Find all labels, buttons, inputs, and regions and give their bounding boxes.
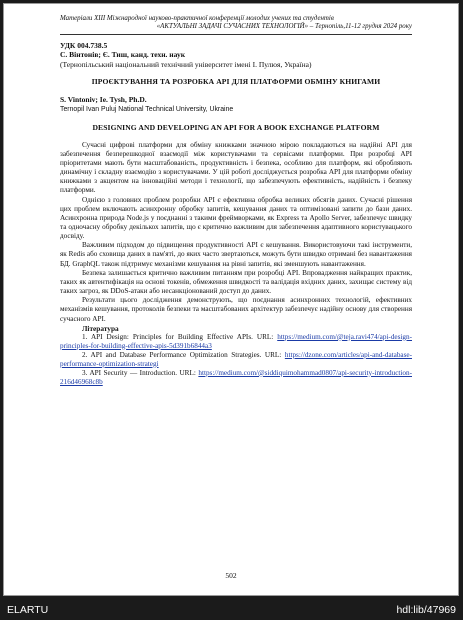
repository-footer: [0, 600, 463, 620]
reference-text: 1. API Design: Principles for Building Effective APIs. URL:: [82, 332, 278, 341]
header-line-2: «АКТУАЛЬНІ ЗАДАЧІ СУЧАСНИХ ТЕХНОЛОГІЙ» – Тернопіль,11-12 грудня 2024 року: [156, 23, 412, 31]
conference-header: [60, 15, 412, 32]
english-meta: [60, 95, 412, 114]
document-page: [3, 3, 459, 596]
reference-link[interactable]: https://dzone.com/articles/api-and-database-performance-optimization-strategi: [60, 350, 412, 368]
paragraph: Однією з головних проблем розробки API є ефективна обробка великих обсягів даних. Сучасні рішення цих проблем включають асинхронну обробку запитів, кешування даних та оптимізовані запити до бази даних. Асинхронна природа Node.js у поєднанні з такими фреймворками, як Express та Apollo Server, забезпечує швидку та одночасну обробку декількох запитів, що є критично важливим для забезпечення адаптивного користувацького досвіду.: [60, 195, 412, 241]
references-section: [60, 324, 412, 387]
authors-ua: С. Вінтонів; Є. Тиш, канд. техн. наук: [60, 50, 186, 60]
reference-text: 2. API and Database Performance Optimization Strategies. URL:: [82, 350, 285, 359]
udc-code: УДК 004.738.5: [60, 40, 108, 50]
title-en: DESIGNING AND DEVELOPING AN API FOR A BOOK EXCHANGE PLATFORM: [92, 122, 380, 132]
reference-link[interactable]: https://medium.com/@siddiquimohammad0807/api-security-introduction-216d46968c8b: [60, 368, 412, 386]
repository-name: ELARTU: [7, 604, 49, 616]
paragraph: Сучасні цифрові платформи для обміну книжками значною мірою покладаються на надійні API для забезпечення безперешкодної взаємодії між користувачами та сервісами платформи. При розробці API пріоритетами мають бути масштабованість, продуктивність і безпека, особливо для платформ, які обробляють динамічну і складну взаємодію з користувачами. У цій роботі досліджується розробка API для платформи обміну книжками з акцентом на інноваційні методи і технології, що забезпечують ефективність, надійність і безпеку платформи.: [60, 140, 412, 195]
article-meta: [60, 41, 412, 70]
header-divider: [60, 34, 412, 35]
reference-link[interactable]: https://medium.com/@teja.ravi474/api-design-principles-for-building-effective-apis-5d391b6844a3: [60, 332, 412, 350]
article-body: [60, 141, 412, 324]
affiliation-en: Ternopil Ivan Puluj National Technical University, Ukraine: [60, 105, 234, 113]
paragraph: Результати цього дослідження демонструють, що поєднання асинхронних технологій, ефективних механізмів кешування, протоколів безпеки та масштабованих архітектур забезпечує надійну основу для створення сучасного API.: [60, 296, 412, 323]
reference-text: 3. API Security — Introduction. URL:: [82, 368, 199, 377]
references-heading: Література: [82, 323, 119, 333]
reference-item: [60, 351, 412, 369]
title-ua: ПРОЄКТУВАННЯ ТА РОЗРОБКА API ДЛЯ ПЛАТФОРМИ ОБМІНУ КНИГАМИ: [91, 77, 381, 87]
paragraph: Важливим підходом до підвищення продуктивності API є кешування. Використовуючи такі інструменти, як Redis або сховища даних в пам'яті, до яких часто звертаються, можуть бути швидко отримані без навантаження БД. GraphQL також підтримує механізми кешування на рівні запитів, які зменшують навантаження.: [60, 241, 412, 268]
authors-en: S. Vintoniv; Ie. Tysh, Ph.D.: [60, 95, 147, 105]
header-line-1: Матеріали XIII Міжнародної науково-практичної конференції молодих учених та студентів: [60, 15, 334, 22]
reference-item: [60, 333, 412, 351]
handle-id: hdl:lib/47969: [396, 604, 456, 616]
page-number: 502: [225, 571, 237, 580]
reference-item: [60, 369, 412, 387]
affiliation-ua: (Тернопільський національний технічний університет імені І. Пулюя, Україна): [60, 59, 312, 69]
page-content: [60, 15, 412, 387]
paragraph: Безпека залишається критично важливим питанням при розробці API. Впровадження найкращих практик, таких як автентифікація на основі токенів, обмеження швидкості та валідація вхідних даних, захищає систему від таких загроз, як DDoS-атаки або несанкціонований доступ до даних.: [60, 268, 412, 296]
